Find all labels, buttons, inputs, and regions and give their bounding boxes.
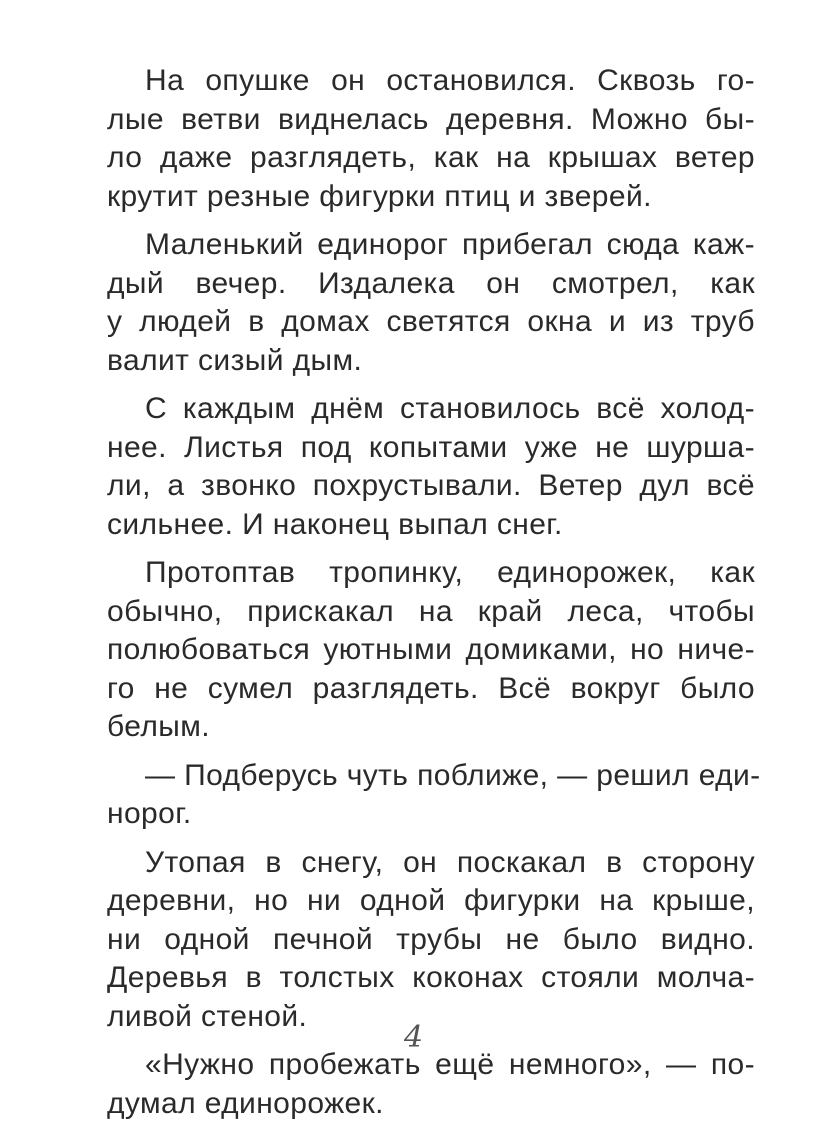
text-line: ло даже разглядеть, как на крышах ветер	[107, 141, 755, 174]
paragraph-6	[107, 844, 755, 1037]
text-line: ливой стеной.	[107, 999, 308, 1033]
paragraph-7	[107, 1046, 755, 1123]
text-line: Деревья в толстых коконах стояли молча-	[107, 961, 755, 994]
text-line: обычно, прискакал на край леса, чтобы	[107, 594, 755, 628]
text-line: С каждым днём становилось всё холод-	[145, 392, 755, 425]
text-line: На опушке он остановился. Сквозь го-	[145, 64, 755, 97]
text-line: ни одной печной трубы не было видно.	[107, 922, 755, 956]
paragraph-3	[107, 390, 755, 544]
text-line: «Нужно пробежать ещё немного», — по-	[145, 1048, 755, 1081]
paragraph-4	[107, 554, 755, 747]
paragraph-2	[107, 226, 755, 380]
paragraph-1	[107, 62, 755, 216]
text-line: — Подберусь чуть поближе, — решил еди-	[145, 758, 761, 792]
text-line: лые ветви виднелась деревня. Можно бы-	[107, 102, 755, 136]
text-line: Утопая в снегу, он поскакал в сторону	[145, 845, 755, 879]
text-line: Маленький единорог прибегал сюда каж-	[145, 228, 755, 261]
text-line: сильнее. И наконец выпал снег.	[107, 507, 563, 541]
text-line: деревни, но ни одной фигурки на крыше,	[107, 884, 755, 917]
text-line: думал единорожек.	[107, 1086, 384, 1120]
text-line: норог.	[107, 797, 192, 830]
text-line: полюбоваться уютными домиками, но ниче-	[107, 633, 755, 666]
paragraph-5	[107, 757, 761, 834]
text-line: нее. Листья под копытами уже не шурша-	[107, 430, 755, 464]
text-line: дый вечер. Издалека он смотрел, как	[107, 266, 755, 300]
text-line: Протоптав тропинку, единорожек, как	[145, 556, 755, 589]
text-line: крутит резные фигурки птиц и зверей.	[107, 179, 652, 213]
text-line: белым.	[107, 710, 210, 743]
text-line: валит сизый дым.	[107, 343, 363, 377]
text-line: у людей в домах светятся окна и из труб	[107, 305, 755, 338]
page-number: 4	[403, 1020, 424, 1055]
text-line: ли, а звонко похрустывали. Ветер дул всё	[107, 469, 755, 502]
story-text	[107, 62, 761, 1133]
text-line: го не сумел разглядеть. Всё вокруг было	[107, 671, 755, 705]
